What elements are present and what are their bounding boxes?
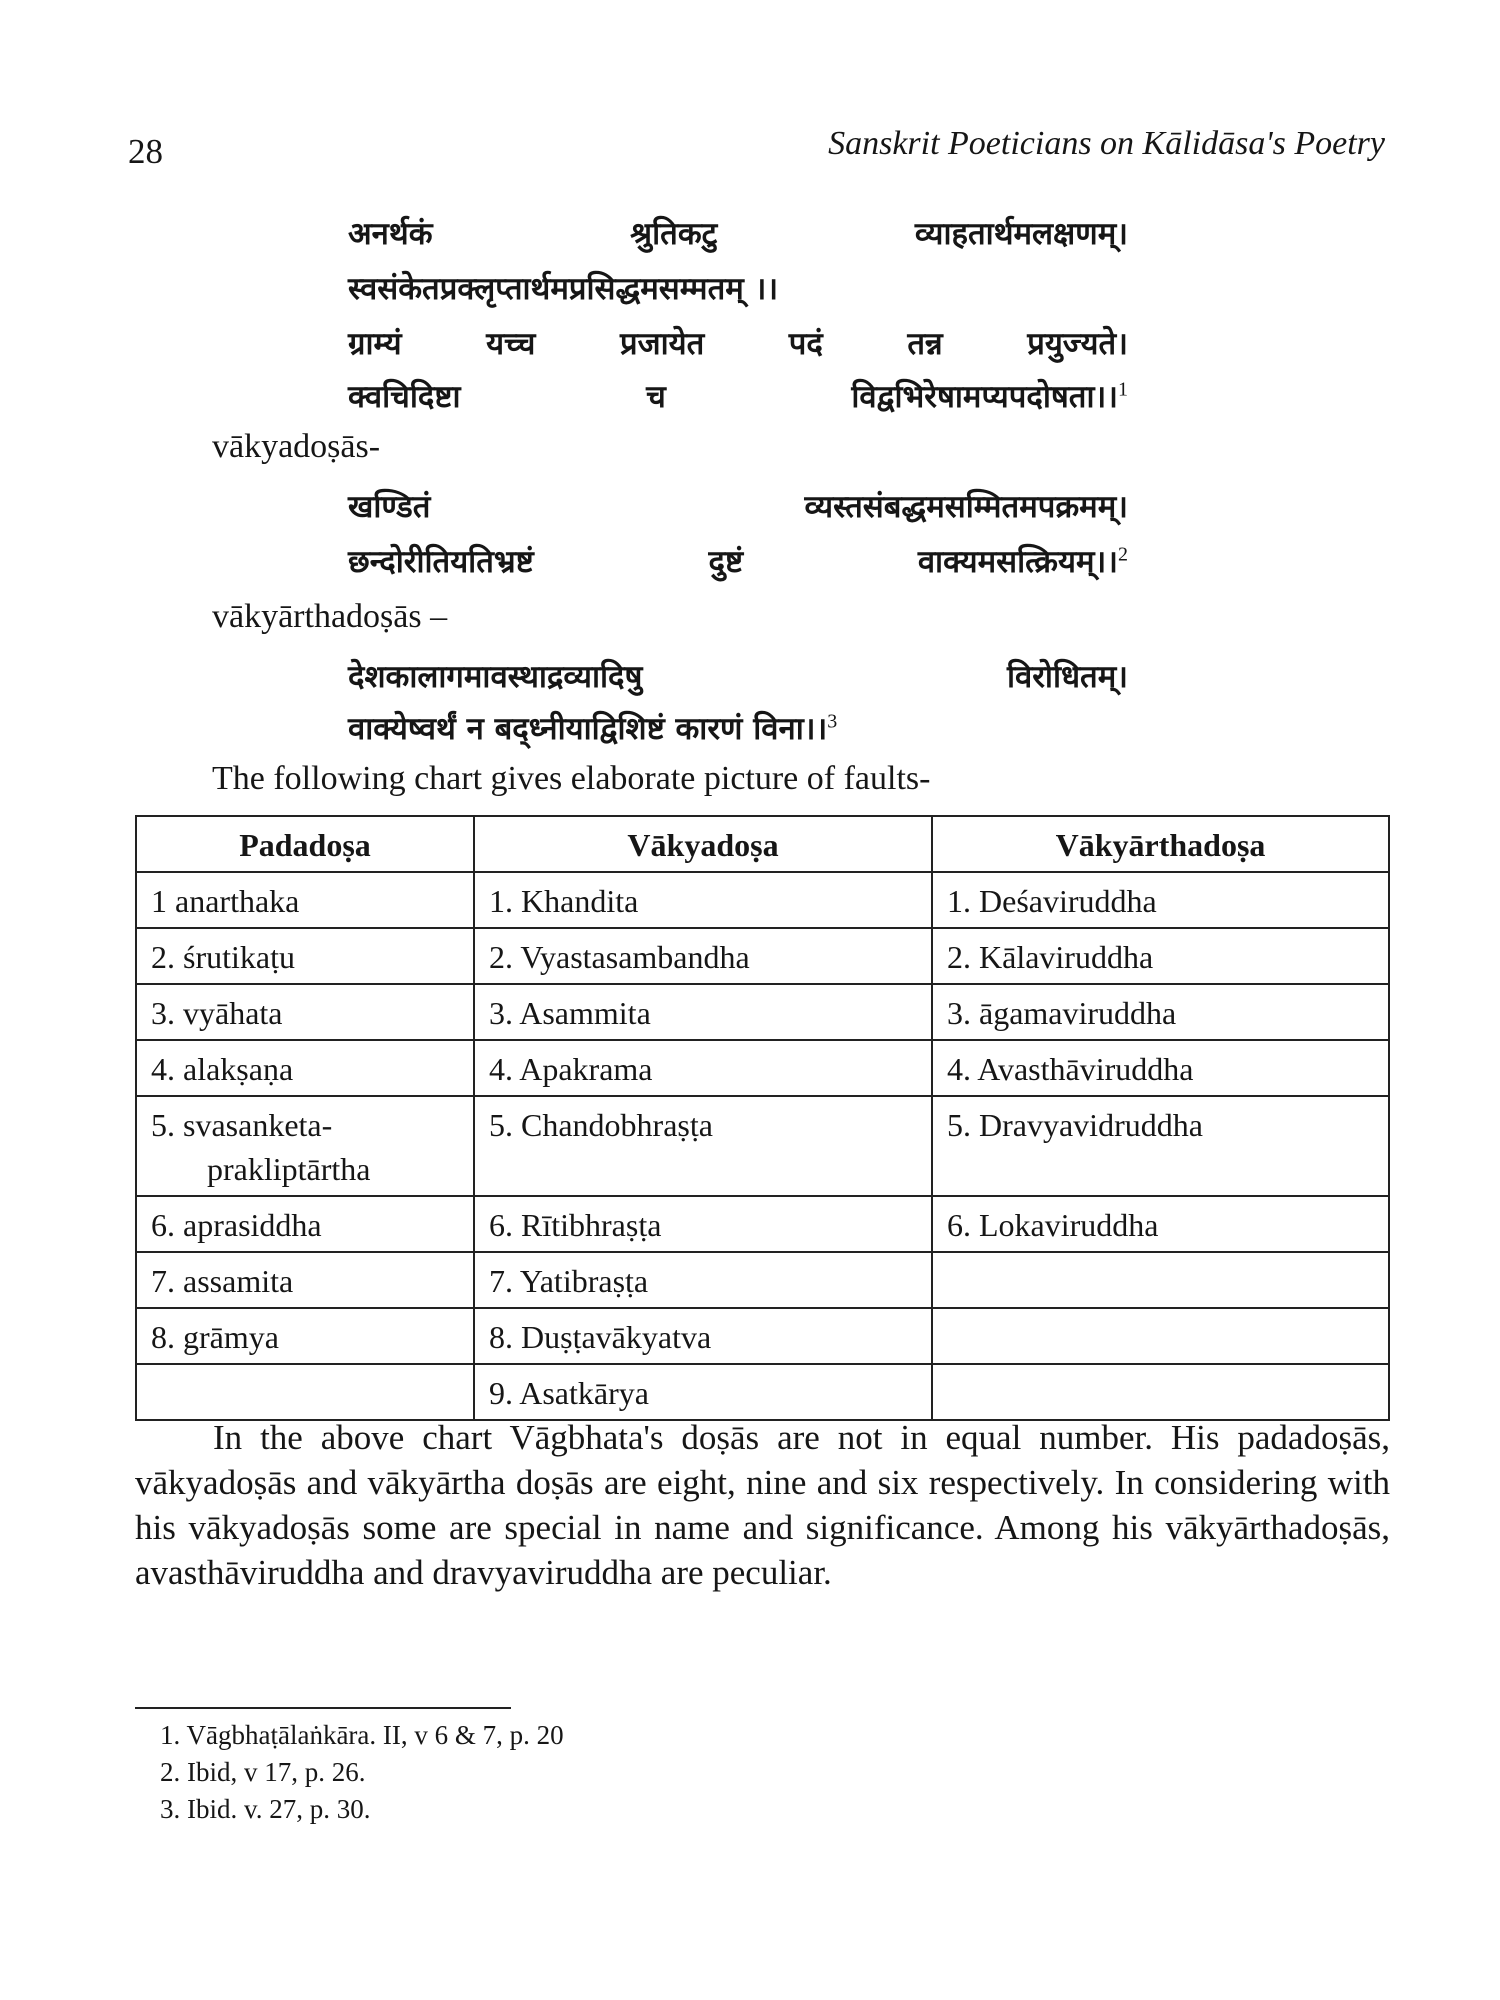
verse-word: प्रयुज्यते। [1027,326,1128,362]
verse1-line4 [348,375,1128,417]
footnote-ref-2: 2 [1117,543,1128,566]
header-padadosa: Padadoṣa [136,816,474,872]
verse1-line3 [348,322,1128,364]
chart-intro: The following chart gives elaborate picture of faults- [212,760,931,797]
table-cell: 4. alakṣaṇa [136,1040,474,1096]
table-cell: 5. Dravyavidruddha [932,1096,1389,1196]
verse-word: दुष्टं [708,544,744,580]
table-cell: 5. svasanketa- prakliptārtha [136,1096,474,1196]
table-cell: 8. Duṣṭavākyatva [474,1308,932,1364]
table-cell [932,1308,1389,1364]
table-row [136,1252,1389,1308]
verse-word: विद्वभिरेषामप्यपदोषता।।$^1$ [851,378,1128,415]
body-paragraph: In the above chart Vāgbhata's doṣās are not in equal number. His padadoṣās, vākyadoṣās and vākyārtha doṣās are eight, nine and six respectively. In considering with his vākyadoṣās some are special in name and significance. Among his vākyārthadoṣās, avasthāviruddha and dravyaviruddha are peculiar. [135,1418,1390,1592]
table-cell: 5. Chandobhraṣṭa [474,1096,932,1196]
verse3-line1 [348,655,1128,697]
table-cell: 6. Lokaviruddha [932,1196,1389,1252]
table-cell: 3. Asammita [474,984,932,1040]
footnote-divider [135,1707,511,1709]
verse2-line2 [348,540,1128,582]
verse-word: छन्दोरीतियतिभ्रष्टं [348,544,534,580]
label-vakyadosas: vākyadoṣās- [212,428,381,465]
verse-word: पदं [788,326,823,362]
verse3-line2 [348,707,1128,749]
table-cell: 4. Apakrama [474,1040,932,1096]
verse-word: तन्न [907,326,943,362]
footnote-ref-1: 1 [1117,378,1128,401]
verse-word: विरोधितम्। [1006,659,1128,695]
verse-word: वाक्यमसत्क्रियम्।।$^2$ [917,543,1128,580]
table-cell: 4. Avasthāviruddha [932,1040,1389,1096]
verse-word: व्याहतार्थमलक्षणम्। [914,216,1128,252]
table-cell: 2. śrutikaṭu [136,928,474,984]
verse1-line2 [348,267,1128,309]
table-cell: 8. grāmya [136,1308,474,1364]
table-cell: 6. Rītibhraṣṭa [474,1196,932,1252]
verse-word: खण्डितं [348,489,431,525]
verse-word: देशकालागमावस्थाद्रव्यादिषु [348,659,643,695]
verse-word: प्रजायेत [619,326,705,362]
verse-word: स्वसंकेतप्रक्लृप्तार्थमप्रसिद्धमसम्मतम् ।। [348,271,779,307]
table-cell: 7. Yatibraṣṭa [474,1252,932,1308]
table-cell: 7. assamita [136,1252,474,1308]
table-header-row [136,816,1389,872]
table-row [136,1196,1389,1252]
verse-word: वाक्येष्वर्थं न बद्ध्नीयाद्विशिष्टं कारणं विना।।$^3$ [348,710,838,747]
verse-word: श्रुतिकटु [630,216,718,252]
table-row [136,1096,1389,1196]
table-cell: 9. Asatkārya [474,1364,932,1420]
page-number: 28 [128,132,163,171]
table-cell: 6. aprasiddha [136,1196,474,1252]
verse-word: च [646,379,666,415]
table-cell: 3. vyāhata [136,984,474,1040]
verse-word: ग्राम्यं [348,326,402,362]
table-row [136,984,1389,1040]
table-cell: 1. Khandita [474,872,932,928]
verse-word: व्यस्तसंबद्धमसम्मितमपक्रमम्। [804,489,1128,525]
table-row [136,928,1389,984]
table-cell [136,1364,474,1420]
footnote-3: 3. Ibid. v. 27, p. 30. [160,1794,371,1824]
verse2-line1 [348,485,1128,527]
footnote-2: 2. Ibid, v 17, p. 26. [160,1757,366,1787]
table-cell: 3. āgamaviruddha [932,984,1389,1040]
table-cell: 2. Kālaviruddha [932,928,1389,984]
verse-word: अनर्थकं [348,216,433,252]
running-title: Sanskrit Poeticians on Kālidāsa's Poetry [828,125,1385,162]
table-cell: 1 anarthaka [136,872,474,928]
verse-word: यच्च [486,326,536,362]
table-cell [932,1364,1389,1420]
table-row [136,1040,1389,1096]
footnote-1: 1. Vāgbhaṭālaṅkāra. II, v 6 & 7, p. 20 [160,1720,564,1750]
footnote-ref-3: 3 [827,710,838,733]
header-vakyadosa: Vākyadoṣa [474,816,932,872]
label-vakyarthadosas: vākyārthadoṣās – [212,598,448,635]
table-cell: 1. Deśaviruddha [932,872,1389,928]
header-vakyarthadosa: Vākyārthadoṣa [932,816,1389,872]
faults-table [135,815,1390,1421]
verse1-line1 [348,212,1128,254]
table-row [136,1364,1389,1420]
verse-word: क्वचिदिष्टा [348,379,461,415]
table-cell [932,1252,1389,1308]
table-cell: 2. Vyastasambandha [474,928,932,984]
table-row [136,872,1389,928]
table-row [136,1308,1389,1364]
